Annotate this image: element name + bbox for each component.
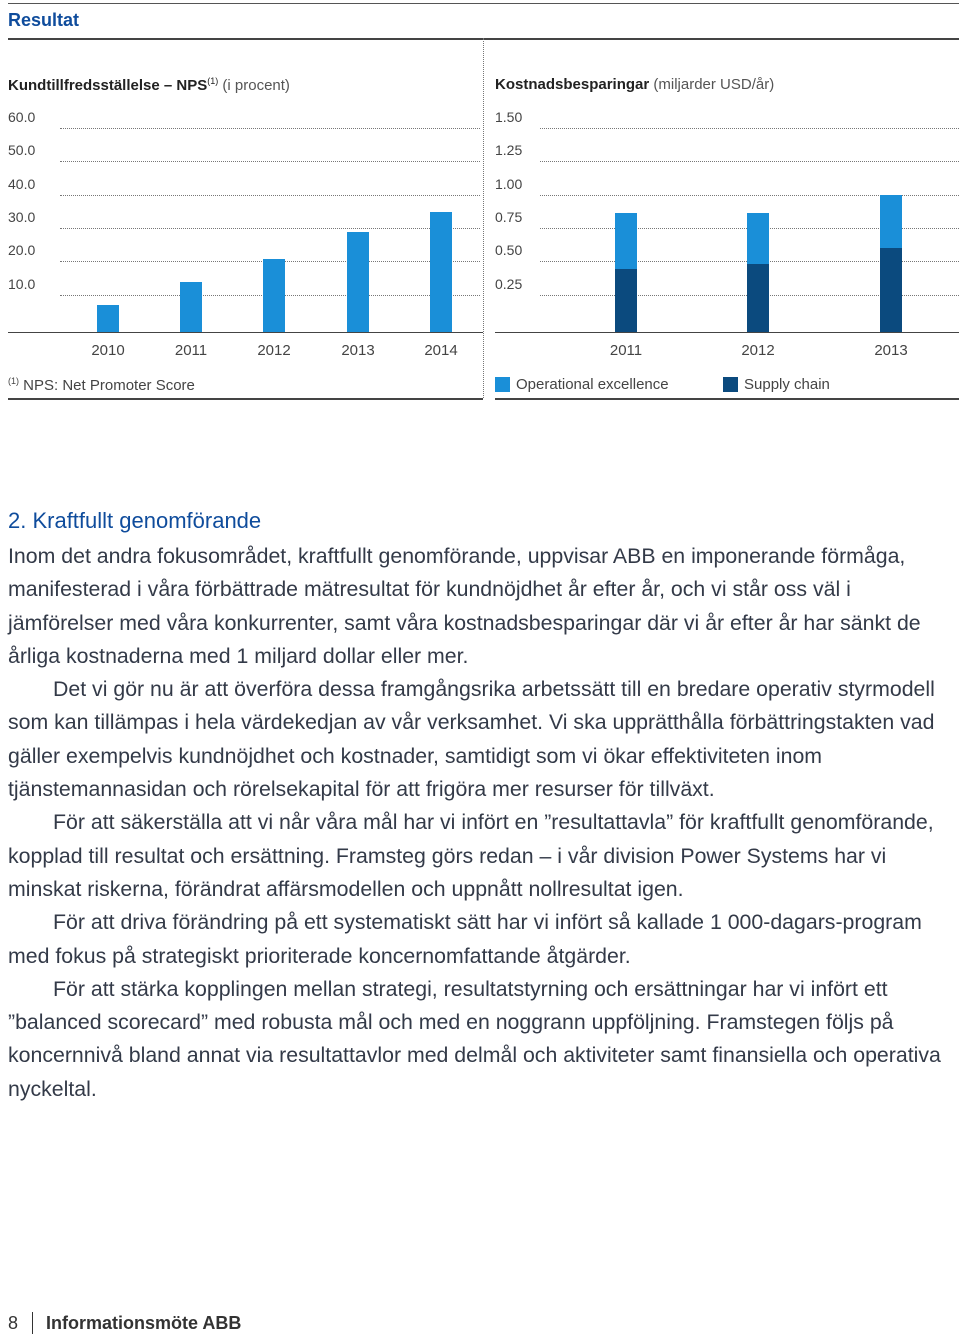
paragraph: Det vi gör nu är att överföra dessa framgångsrika arbetssätt till en bredare operativ styrmodell som kan tillämpas i hela värdekedjan av vår verksamhet. Vi ska upprätthålla förbättringstakten vad gäller exempelvis kundnöjdhet och kostnader, samtidigt som vi ökar effektiviteten inom tjänstemannasidan och rörelsekapital för att frigöra mer resurser för tillväxt. <box>8 677 935 802</box>
body-heading: 2. Kraftfullt genomförande <box>8 508 262 533</box>
x-axis-line <box>495 332 959 333</box>
supply-chain-bar-2013 <box>880 248 902 332</box>
y-tick-label: 1.00 <box>495 175 523 192</box>
y-tick-label: 1.50 <box>495 109 523 125</box>
y-tick-label: 40.0 <box>8 175 36 192</box>
nps-bar-2014 <box>430 212 452 332</box>
x-tick-label: 2012 <box>257 342 291 359</box>
body-text <box>8 540 953 1106</box>
y-tick-label: 20.0 <box>8 242 36 259</box>
savings-chart-title <box>495 76 774 93</box>
section-title: Resultat <box>8 10 80 30</box>
footer-divider <box>32 1312 33 1334</box>
page-number: 8 <box>8 1313 19 1333</box>
supply-chain-bar-2012 <box>747 264 769 332</box>
savings-title-unit: (miljarder USD/år) <box>649 76 775 93</box>
x-tick-label: 2013 <box>341 342 375 359</box>
paragraph: Inom det andra fokusområdet, kraftfullt genomförande, uppvisar ABB en imponerande förmåga, manifesterad i våra förbättrade mätresultat för kundnöjdhet år efter år, och vi står oss väl i jämförelser med våra konkurrenter, samt våra kostnadsbesparingar där vi år efter år har sänkt de årliga kostnaderna med 1 miljard dollar eller mer. <box>8 544 921 668</box>
nps-bar-2012 <box>263 259 285 332</box>
right-chart-bottom-rule <box>495 398 959 400</box>
gridline <box>60 195 480 196</box>
x-tick-label: 2013 <box>874 342 908 359</box>
paragraph: För att stärka kopplingen mellan strategi, resultatstyrning och ersättningar har vi infört ett ”balanced scorecard” med robusta mål och med en noggrann uppföljning. Framstegen följs på koncernnivå bland annat via resultattavlor med delmål och aktiviteter samt finansiella och operativa nyckeltal. <box>8 976 941 1101</box>
nps-title-unit: (i procent) <box>218 77 290 94</box>
x-tick-label: 2010 <box>91 342 125 359</box>
y-tick-label: 30.0 <box>8 208 36 225</box>
gridline <box>540 128 959 129</box>
nps-title-main: Kundtillfredsställelse – NPS <box>8 77 208 94</box>
gridline <box>60 161 480 162</box>
x-tick-label: 2012 <box>741 342 775 359</box>
top-rule <box>8 3 959 4</box>
gridline <box>60 228 480 229</box>
publication-title: Informationsmöte ABB <box>46 1313 242 1333</box>
paragraph: För att driva förändring på ett systematiskt sätt har vi infört så kallade 1 000-dagars-program med fokus på strategiskt prioriterade koncernomfattande åtgärder. <box>8 910 922 968</box>
nps-footnote <box>8 376 195 394</box>
y-tick-label: 10.0 <box>8 275 36 292</box>
y-tick-label: 0.25 <box>495 275 523 292</box>
paragraph: För att säkerställa att vi når våra mål har vi infört en ”resultattavla” för kraftfullt genomförande, kopplad till resultat och ersättning. Framsteg görs redan – i vår division Power Systems har vi minskat riskerna, förändrat affärsmodellen och uppnått nollresultat igen. <box>8 810 934 901</box>
nps-bar-2011 <box>180 282 202 332</box>
operational-bar-2012 <box>747 213 769 264</box>
x-axis-line <box>8 332 483 333</box>
nps-chart-title <box>8 76 290 94</box>
legend-label-supply-chain: Supply chain <box>744 376 830 393</box>
x-tick-label: 2011 <box>174 342 208 359</box>
nps-bar-2013 <box>347 232 369 332</box>
y-tick-label: 0.50 <box>495 242 523 259</box>
y-tick-label: 60.0 <box>8 109 36 125</box>
nps-bar-2010 <box>97 305 119 332</box>
y-tick-label: 50.0 <box>8 142 36 159</box>
y-tick-label: 1.25 <box>495 142 523 159</box>
x-tick-label: 2014 <box>424 342 458 359</box>
supply-chain-bar-2011 <box>615 269 637 332</box>
legend-swatch-supply-chain <box>723 377 738 392</box>
x-tick-label: 2011 <box>609 342 643 359</box>
chart-separator <box>483 38 484 398</box>
y-tick-label: 0.75 <box>495 208 523 225</box>
footnote-text: NPS: Net Promoter Score <box>19 377 195 394</box>
gridline <box>60 128 480 129</box>
legend-label-operational: Operational excellence <box>516 376 669 393</box>
operational-bar-2011 <box>615 213 637 269</box>
savings-title-main: Kostnadsbesparingar <box>495 76 650 93</box>
nps-title-footnote-mark: (1) <box>207 76 219 86</box>
gridline <box>540 161 959 162</box>
footnote-mark: (1) <box>8 376 19 386</box>
legend-swatch-operational <box>495 377 510 392</box>
operational-bar-2013 <box>880 195 902 248</box>
left-chart-bottom-rule <box>8 398 483 400</box>
